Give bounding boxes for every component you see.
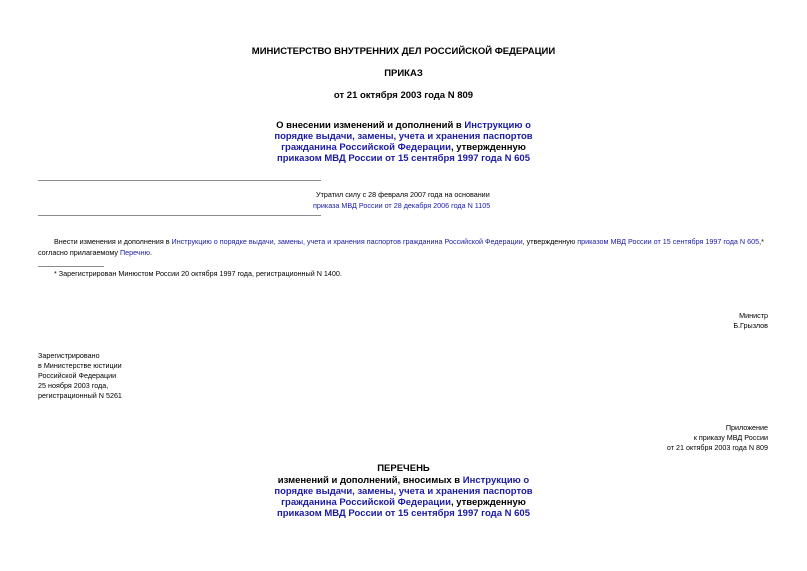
body-paragraph-line-2 — [38, 248, 152, 259]
body-text-approved: , утвержденную — [522, 237, 578, 246]
list-instruction-link-cont[interactable]: порядке выдачи, замены, учета и хранения паспортов — [274, 486, 533, 497]
list-heading: ПЕРЕЧЕНЬ — [377, 463, 430, 474]
appendix-line-3: от 21 октября 2003 года N 809 — [666, 443, 768, 452]
title-order-605-link[interactable]: приказом МВД России от 15 сентября 1997 года N 605 — [277, 153, 530, 164]
title-instruction-link[interactable]: Инструкцию о — [464, 120, 531, 131]
list-title-line-3 — [0, 497, 807, 508]
order-heading: ПРИКАЗ — [384, 68, 423, 79]
notice-line-1: Утратил силу с 28 февраля 2007 года на основании — [316, 190, 490, 199]
registration-line-3: Российской Федерации — [38, 371, 117, 380]
body-instruction-link[interactable]: Инструкцию о порядке выдачи, замены, учета и хранения паспортов гражданина Российской Федерации — [171, 237, 523, 246]
registration-line-5: регистрационный N 5261 — [38, 391, 122, 400]
title-text-approved: , утвержденную — [450, 142, 526, 153]
signature-role: Министр — [739, 311, 768, 320]
body-text-according: согласно прилагаемому — [38, 248, 120, 257]
body-paragraph-line-1 — [54, 237, 764, 248]
list-instruction-link-cont2[interactable]: гражданина Российской Федерации — [281, 497, 451, 508]
body-footnote-mark: ,* — [759, 237, 764, 246]
registration-line-4: 25 ноября 2003 года, — [38, 381, 109, 390]
body-text: Внести изменения и дополнения в — [54, 237, 172, 246]
appendix-line-1: Приложение — [725, 423, 768, 432]
notice-bottom-rule — [38, 215, 321, 216]
list-instruction-link[interactable]: Инструкцию о — [462, 475, 530, 486]
appendix-line-2: к приказу МВД России — [693, 433, 768, 442]
list-title-text: изменений и дополнений, вносимых в — [277, 475, 463, 486]
notice-line-2 — [313, 201, 490, 212]
list-title-text-approved: , утвержденную — [450, 497, 526, 508]
footnote: * Зарегистрирован Минюстом России 20 октября 1997 года, регистрационный N 1400. — [54, 269, 342, 278]
footnote-rule — [38, 266, 104, 267]
title-line-4 — [0, 153, 807, 164]
order-date: от 21 октября 2003 года N 809 — [333, 90, 474, 101]
title-line-3 — [0, 142, 807, 153]
title-line-2 — [0, 131, 807, 142]
body-text-period: . — [150, 248, 153, 257]
notice-top-rule — [38, 180, 321, 181]
list-title-line-1 — [0, 475, 807, 486]
body-list-link[interactable]: Перечню — [120, 248, 151, 257]
title-instruction-link-cont2[interactable]: гражданина Российской Федерации — [281, 142, 451, 153]
ministry-heading: МИНИСТЕРСТВО ВНУТРЕННИХ ДЕЛ РОССИЙСКОЙ ФЕДЕРАЦИИ — [251, 46, 556, 57]
list-title-line-4 — [0, 508, 807, 519]
registration-line-2: в Министерстве юстиции — [38, 361, 122, 370]
list-order-605-link[interactable]: приказом МВД России от 15 сентября 1997 года N 605 — [277, 508, 530, 519]
signature-name: Б.Грызлов — [733, 321, 768, 330]
notice-order-1105-link[interactable]: приказа МВД России от 28 декабря 2006 года N 1105 — [313, 201, 491, 210]
title-line-1 — [0, 120, 807, 131]
title-instruction-link-cont[interactable]: порядке выдачи, замены, учета и хранения паспортов — [274, 131, 533, 142]
title-text: О внесении изменений и дополнений в — [276, 120, 465, 131]
body-order-605-link[interactable]: приказом МВД России от 15 сентября 1997 года N 605 — [577, 237, 760, 246]
list-title-line-2 — [0, 486, 807, 497]
registration-line-1: Зарегистрировано — [38, 351, 100, 360]
